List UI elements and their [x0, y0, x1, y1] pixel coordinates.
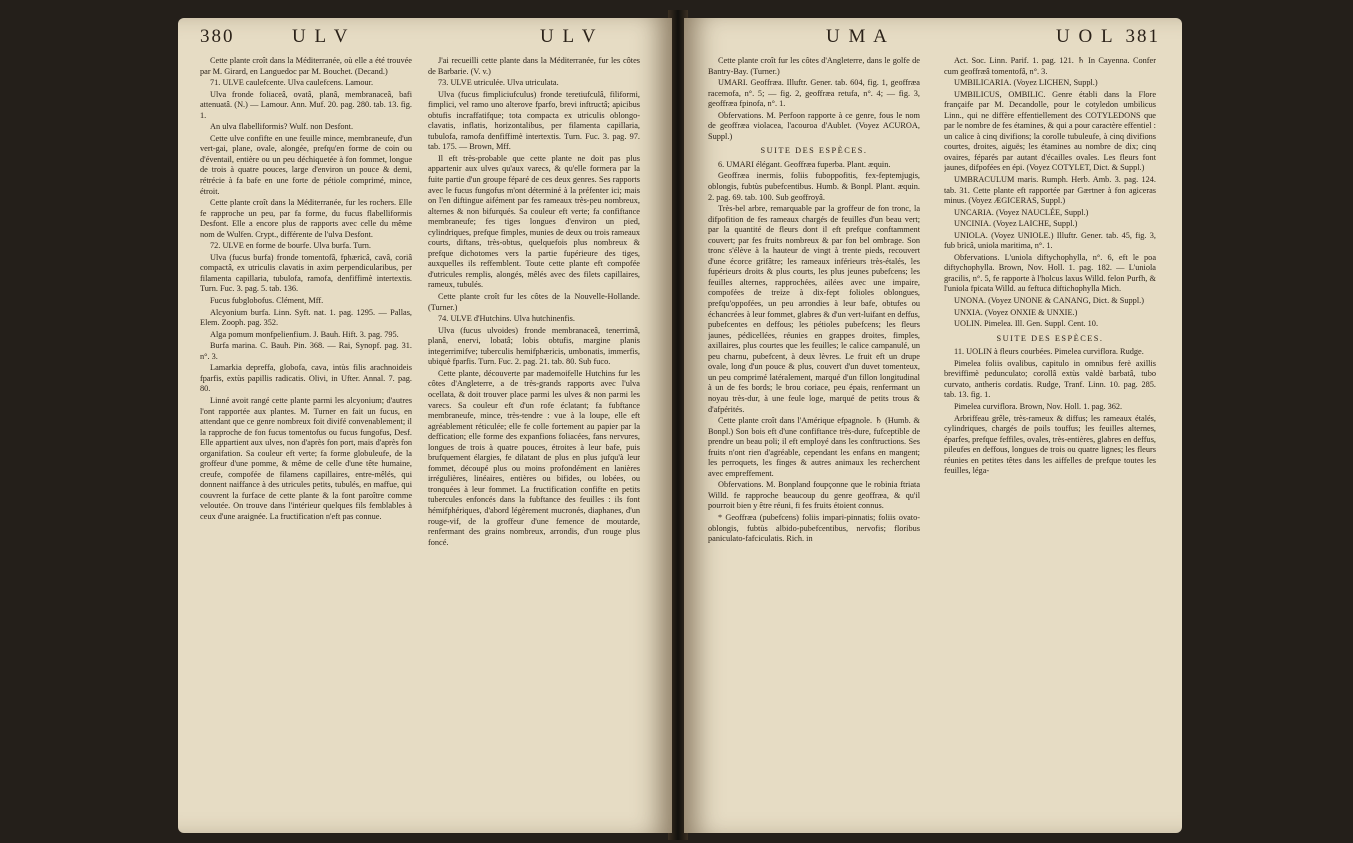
paragraph: Très-bel arbre, remarquable par la groffeur de fon tronc, la difpofition de fes rameaux chargés de feuilles d'un beau vert; par la quantité de fleurs dont il eft prefque conftamment couvert; par fes fruits nombreux & par fon bel ombrage. Son tronc s'élève à la hauteur de vingt à trente pieds, recouvert d'une écorce grifâtre; les rameaux inférieurs très-étalés, les fupérieurs droits & plus courts, les plus jeunes pubefcens; les feuilles alternes, rapprochées, ailées avec une impaire, compofées de treize à dix-fept folioles oblongues, prefqu'oppofées, un peu arrondies à leur bafe, obtufes ou échancrées à leur fommet, glabres & d'un vert-luifant en deffus, pubefcentes en deffous; les pétioles pubefcens; les fleurs jaunes, pédicellées, réunies en grappes droites, fimples, axillaires, plus courtes que les feuilles; le calice campanulé, un peu charnu, pubefcent, à deux lèvres. Le fruit eft un drupe ovale, long d'un pouce & plus, couvert d'un duvet tomenteux, un peu comprimé latéralement, marqué d'un fillon longitudinal à un de fes bords; le brou coriace, peu épais, renfermant un noyau très-dur, à une feule loge, marqué de petits trous & d'afpérités.: [708, 204, 920, 414]
paragraph: Ulva (fucus ulvoides) fronde membranaceâ, tenerrimâ, planâ, enervi, lobatâ; lobis obtufis, margine planis integerrimifve; tuberculis hemifphæricis, umbonatis, immerfis, ubiquè fparfis. Turn. Fuc. 2. pag. 21. tab. 80. Sub fuco.: [428, 325, 640, 367]
paragraph: Il eft très-probable que cette plante ne doit pas plus appartenir aux ulves qu'aux varecs, & qu'elle formera par la fuite partie d'un groupe féparé de ces deux genres. Ses rapports avec le fucus fungofus m'ont déterminé à la préfenter ici; mais on l'en diftingue aifément par fes rameaux très-peu nombreux, alternes & non bifurqués. Sa couleur eft verte; fa confiftance membraneufe; fes tiges longues d'environ un pied, cylindriques, prefque fimples, munies de deux ou trois rameaux courts, diftans, très-obtus, quelquefois plus nombreux & prefque dichotomes vers la partie fupérieure des tiges, auxquelles ils reffemblent. Toute cette plante eft compofée d'utricules remplis, alongés, mêlés avec des filets capillaires, rameux, tubulés.: [428, 153, 640, 290]
paragraph: Obfervations. L'uniola diftychophylla, n°. 6, eft le poa diftychophylla. Brown, Nov. Holl. 1. pag. 182. — L'uniola gracilis, n°. 5, fe rapporte à l'holcus laxus Willd. felon Purfh, & l'uniola fpicata Willd. au feftuca diftichophylla Mich.: [944, 252, 1156, 294]
left-column-1: [200, 56, 412, 826]
paragraph: Pimelea foliis ovalibus, capitulo in omnibus ferè axillis breviffimè pedunculato; corollâ extùs valdè barbatâ, tubo curvato, antheris cordatis. Rudge, Tranf. Linn. 10. pag. 285. tab. 13. fig. 1.: [944, 358, 1156, 400]
paragraph: Arbriffeau grêle, très-rameux & diffus; les rameaux étalés, cylindriques, chargés de poils touffus; les feuilles alternes, éparfes, prefque feffiles, ovales, très-entières, glabres en deffus, pileufes en deffous, longues de trois ou quatre lignes; les fleurs réunies en petites têtes dans les aiffelles de prefque toutes les feuilles, léga-: [944, 413, 1156, 476]
left-page-number: 380: [200, 26, 235, 47]
paragraph: Obfervations. M. Bonpland foupçonne que le robinia ftriata Willd. fe rapproche beaucoup du genre geoffræa, & qu'il pourroit bien y être réuni, fi fes fruits étoient connus.: [708, 480, 920, 511]
paragraph: J'ai recueilli cette plante dans la Méditerranée, fur les côtes de Barbarie. (V. v.): [428, 56, 640, 76]
left-column-2: [428, 56, 640, 826]
paragraph: An ulva flabelliformis? Wulf. non Desfont.: [210, 122, 354, 132]
left-running-head: U L V: [292, 26, 350, 47]
paragraph: 73. ULVE utriculée. Ulva utriculata.: [438, 78, 559, 88]
paragraph: UNXIA. (Voyez ONXIE & UNXIE.): [954, 307, 1078, 317]
paragraph: UMBRACULUM maris. Rumph. Herb. Amb. 3. pag. 124. tab. 31. Cette plante eft rapportée par Gærtner à fon agiceras minus. (Voyez ÆGICERAS, Suppl.): [944, 175, 1156, 206]
paragraph: UOLIN. Pimelea. Ill. Gen. Suppl. Cent. 10.: [954, 319, 1099, 329]
paragraph: Ulva (fucus fimpliciufculus) fronde teretiufculâ, filiformi, fimplici, vel ramo uno alterove fparfo, brevi inftructâ; apicibus obtufis incraffatifque; tota compacta ex utriculis oblongo-clavatis, inflatis, horizontalibus, per filamenta capillaria, tubulofa, ramofa denfiffimè intertextis. Turn. Fuc. 3. pag. 97. tab. 175. — Brown, Mff.: [428, 89, 640, 152]
paragraph: Act. Soc. Linn. Parif. 1. pag. 121. ♄ In Cayenna. Confer cum geoffræâ tomentofâ, n°. 3.: [944, 56, 1156, 76]
paragraph: * Geoffræa (pubefcens) foliis impari-pinnatis; foliis ovato-oblongis, fubtùs albido-pubefcentibus, nervofis; floribus paniculato-fafciculatis. Rich. in: [708, 512, 920, 544]
paragraph: 11. UOLIN à fleurs courbées. Pimelea curviflora. Rudge.: [954, 347, 1144, 357]
paragraph: Linné avoit rangé cette plante parmi les alcyonium; d'autres l'ont rapportée aux plantes. M. Turner en fait un fucus, en attendant que ce genre nombreux foit divifé convenablement; il la rapproche de fon fucus tomentofus ou fucus fungofus, Desf. Elle appartient aux ulves, non d'après fon port, mais d'après fon organifation. Sa couleur eft verte; fa forme globuleufe, de la groffeur d'une pomme, & même de celle d'une tête humaine, creufe, compofée de filamens capillaires, entre-mêlés, qui donnent naiffance à des utricules petits, tubulés, en maffue, qui couvrent la furface de cette plante & la font paroître comme veloutée. On trouve dans l'intérieur quelques fils femblables à ceux d'une araignée. La fructification n'eft pas connue.: [200, 395, 412, 521]
paragraph: Lamarkia depreffa, globofa, cava, intùs filis arachnoideis fparfis, extùs papillis radicatis. Olivi, in Ufter. Annal. 7. pag. 80.: [200, 363, 412, 394]
right-running-head: U M A: [826, 26, 889, 47]
paragraph: UMBILICUS, OMBILIC. Genre établi dans la Flore françaife par M. Decandolle, pour le cotyledon umbilicus Linn., qui ne diffère effentiellement des COTYLEDONS que par le nombre de fes étamines, & qui a pour caractère effentiel : un calice à cinq divifions; la corolle tubuleufe, à cinq divifions courtes, droites, aiguës; les étamines au nombre de dix; cinq ovaires, féparés par autant d'écailles ovales. Les fleurs font jaunes, difpofées en épi. (Voyez COTYLET, Dict. & Suppl.): [944, 89, 1156, 173]
paragraph: Fucus fubglobofus. Clément, Mff.: [210, 296, 324, 306]
section-heading: SUITE DES ESPÈCES.: [996, 333, 1104, 343]
paragraph: Obfervations. M. Perfoon rapporte à ce genre, fous le nom de geoffræa violacea, l'acouroa d'Aublet. (Voyez ACUROA, Suppl.): [708, 110, 920, 141]
paragraph: UMARI. Geoffræa. Illuftr. Gener. tab. 604, fig. 1, geoffræa racemofa, n°. 5; — fig. 2, geoffræa retufa, n°. 4; — fig. 3, geoffræa fpinofa, n°. 1.: [708, 78, 920, 109]
right-column-2: [944, 56, 1156, 826]
right-column-1: [708, 56, 920, 826]
left-running-head-2: U L V: [540, 26, 598, 47]
paragraph: UMBILICARIA. (Voyez LICHEN, Suppl.): [954, 78, 1098, 88]
left-header: [200, 26, 650, 52]
paragraph: UNCINIA. (Voyez LAICHE, Suppl.): [954, 219, 1078, 229]
paragraph: Cette plante croît fur les côtes d'Angleterre, dans le golfe de Bantry-Bay. (Turner.): [708, 56, 920, 76]
paragraph: UNONA. (Voyez UNONE & CANANG, Dict. & Suppl.): [954, 296, 1144, 306]
right-header: [706, 26, 1160, 52]
paragraph: UNIOLA. (Voyez UNIOLE.) Illuftr. Gener. tab. 45, fig. 3, fub bricâ, uniola maritima, n°. 1.: [944, 230, 1156, 251]
right-page-number: 381: [1125, 26, 1160, 47]
paragraph: 6. UMARI élégant. Geoffræa fuperba. Plant. æquin.: [718, 159, 891, 169]
paragraph: Ulva fronde foliaceâ, ovatâ, planâ, membranaceâ, bafi attenuatâ. (N.) — Lamour. Ann. Muf. 20. pag. 280. tab. 13. fig. 1.: [200, 89, 412, 120]
left-page: [178, 18, 672, 833]
paragraph: Cette plante croît dans la Méditerranée, où elle a été trouvée par M. Girard, en Languedoc par M. Bouchet. (Decand.): [200, 56, 412, 76]
paragraph: 71. ULVE caulefcente. Ulva caulefcens. Lamour.: [210, 78, 374, 88]
paragraph: Pimelea curviflora. Brown, Nov. Holl. 1. pag. 362.: [954, 401, 1123, 411]
paragraph: Cette ulve confifte en une feuille mince, membraneufe, d'un vert-gai, plane, ovale, alongée, prefqu'en forme de coin ou d'éventail, entière ou un peu déchiquetée à fon fommet, longue de trois à quatre pouces, large d'environ un pouce & demi, rétrécie à fa bafe en une forte de pétiole comprimé, mince, étroit.: [200, 133, 412, 196]
paragraph: Cette plante croît dans la Méditerranée, fur les rochers. Elle fe rapproche un peu, par fa forme, du fucus flabelliformis Desfont. Elle a encore plus de rapports avec celle du même nom de Wulfen. Crypt., différente de l'ulva Desfont.: [200, 198, 412, 239]
paragraph: 74. ULVE d'Hutchins. Ulva hutchinenfis.: [438, 314, 575, 324]
paragraph: UNCARIA. (Voyez NAUCLÉE, Suppl.): [954, 207, 1089, 217]
section-heading: SUITE DES ESPÈCES.: [760, 146, 868, 156]
paragraph: 72. ULVE en forme de bourfe. Ulva burfa. Turn.: [210, 241, 371, 251]
paragraph: Geoffræa inermis, foliis fuboppofitis, fex-feptemjugis, oblongis, fubtùs pubefcentibus. Humb. & Bonpl. Plant. æquin. 2. pag. 69. tab. 100. Sub geoffroyâ.: [708, 171, 920, 202]
paragraph: Alga pomum monfpelienfium. J. Bauh. Hift. 3. pag. 795.: [210, 329, 399, 339]
right-running-head-2: U O L: [1056, 26, 1115, 47]
paragraph: Burfa marina. C. Bauh. Pin. 368. — Rai, Synopf. pag. 31. n°. 3.: [200, 341, 412, 361]
paragraph: Cette plante croît fur les côtes de la Nouvelle-Hollande. (Turner.): [428, 292, 640, 312]
paragraph: Cette plante croît dans l'Amérique efpagnole. ♄ (Humb. & Bonpl.) Son bois eft d'une confiftance très-dure, fufceptible de prendre un beau poli; il eft employé dans les conftructions. Ses fruits n'ont rien d'agréable, cependant les enfans en mangent; les perroquets, les finges & autres animaux les recherchent avec empreffement.: [708, 416, 920, 478]
paragraph: Ulva (fucus burfa) fronde tomentofâ, fphæricâ, cavâ, coriâ compactâ, ex utriculis clavatis in axim perpendicularibus, per filamenta capillaria, tubulofa, ramofa, denfiffimè intertextis. Turn. Fuc. 3. pag. 5. tab. 136.: [200, 252, 412, 294]
paragraph: Alcyonium burfa. Linn. Syft. nat. 1. pag. 1295. — Pallas, Elem. Zooph. pag. 352.: [200, 307, 412, 328]
right-page: [684, 18, 1182, 833]
paragraph: Cette plante, découverte par mademoifelle Hutchins fur les côtes d'Angleterre, a de très-grands rapports avec l'ulva ocellata, & doit trouver place parmi les ulves & non parmi les varecs. Sa couleur eft d'un rofe éclatant; fa fubftance membraneufe, mince, très-tendre : vue à la loupe, elle eft agréablement réticulée; elle fe colle fortement au papier par la deffication; elle forme des expanfions foliacées, fans nervures, longues de trois à quatre pouces, étroites à leur bafe, puis brufquement élargies, fe dilatant de plus en plus jufqu'à leur fommet, découpé plus ou moins profondément en lanières irrégulières, linéaires, entières ou bifides, ou lobées, ou tronquées à leur fommet. La fructification confifte en petits tubercules enfoncés dans la fubftance des feuilles : ils font hémifphériques, d'abord légèrement mucronés, diaphanes, d'un rouge-vif, de la groffeur d'une femence de moutarde, renfermant des grains nombreux, arrondis, d'un rouge plus foncé.: [428, 368, 640, 547]
